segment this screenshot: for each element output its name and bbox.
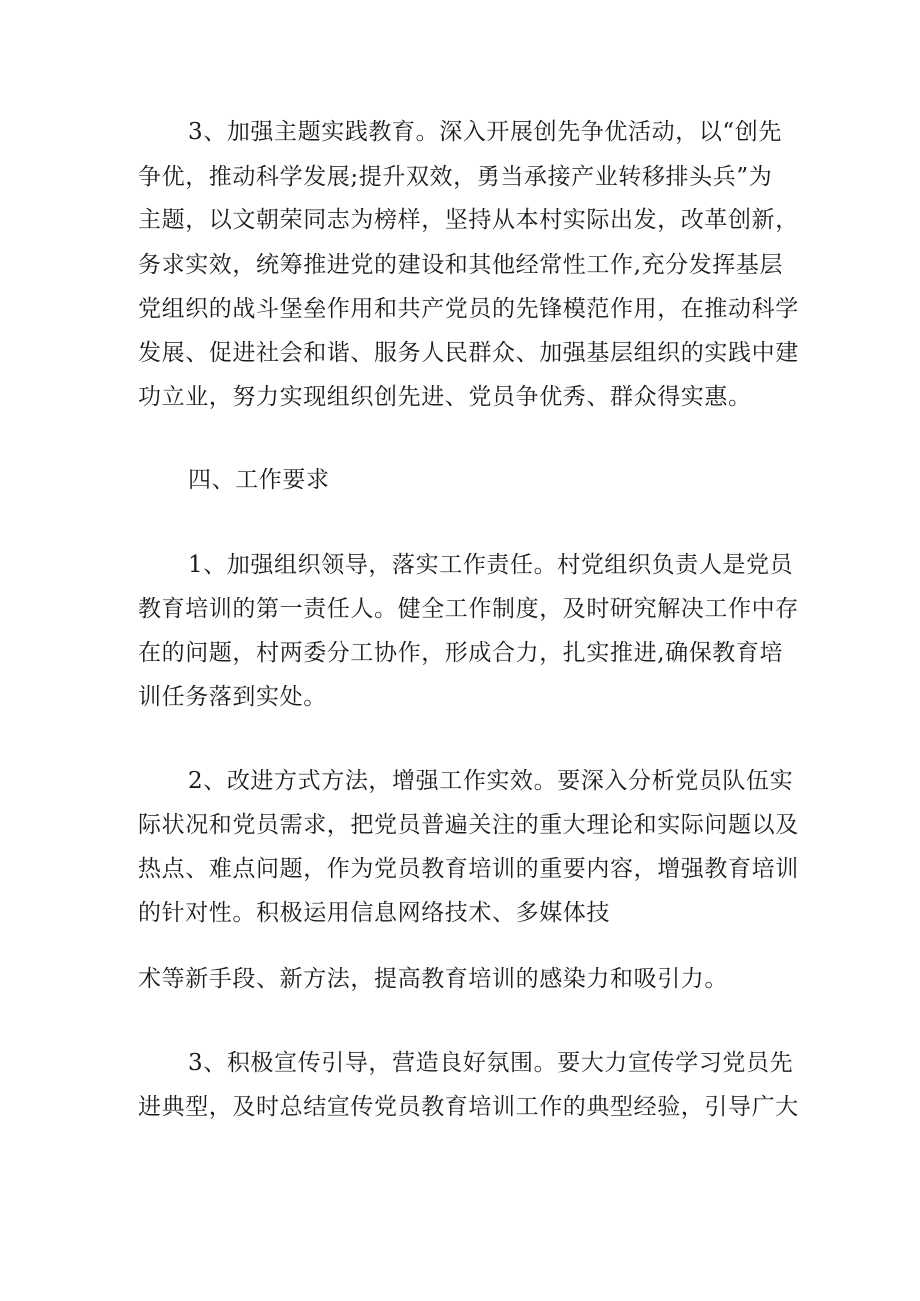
text-line: 热点、难点问题，作为党员教育培训的重要内容，增强教育培训 <box>138 856 799 882</box>
text-line: 主题，以文朝荣同志为榜样，坚持从本村实际出发，改革创新， <box>138 207 799 233</box>
text-line: 的针对性。积极运用信息网络技术、多媒体技 <box>138 900 610 926</box>
text-line: 党组织的战斗堡垒作用和共产党员的先锋模范作用，在推动科学 <box>138 296 799 322</box>
text-line: 务求实效，统筹推进党的建设和其他经常性工作,充分发挥基层 <box>138 252 784 278</box>
text-line: 争优，推动科学发展;提升双效，勇当承接产业转移排头兵”为 <box>138 164 773 190</box>
text-line: 发展、促进社会和谐、服务人民群众、加强基层组织的实践中建 <box>138 340 799 366</box>
text-line: 3、积极宣传引导，营造良好氛围。要大力宣传学习党员先 <box>188 1050 794 1076</box>
text-line: 训任务落到实处。 <box>138 684 327 710</box>
text-line: 进典型，及时总结宣传党员教育培训工作的典型经验，引导广大 <box>138 1094 799 1120</box>
text-line: 2、改进方式方法，增强工作实效。要深入分析党员队伍实 <box>188 768 794 794</box>
text-line: 术等新手段、新方法，提高教育培训的感染力和吸引力。 <box>138 966 728 992</box>
text-line: 际状况和党员需求，把党员普遍关注的重大理论和实际问题以及 <box>138 812 799 838</box>
text-line: 3、加强主题实践教育。深入开展创先争优活动，以“创先 <box>188 119 782 145</box>
text-line: 功立业，努力实现组织创先进、党员争优秀、群众得实惠。 <box>138 384 752 410</box>
text-line: 1、加强组织领导，落实工作责任。村党组织负责人是党员 <box>188 552 794 578</box>
text-line: 在的问题，村两委分工协作，形成合力，扎实推进,确保教育培 <box>138 640 784 666</box>
section-heading: 四、工作要求 <box>188 467 330 493</box>
text-line: 教育培训的第一责任人。健全工作制度，及时研究解决工作中存 <box>138 596 799 622</box>
